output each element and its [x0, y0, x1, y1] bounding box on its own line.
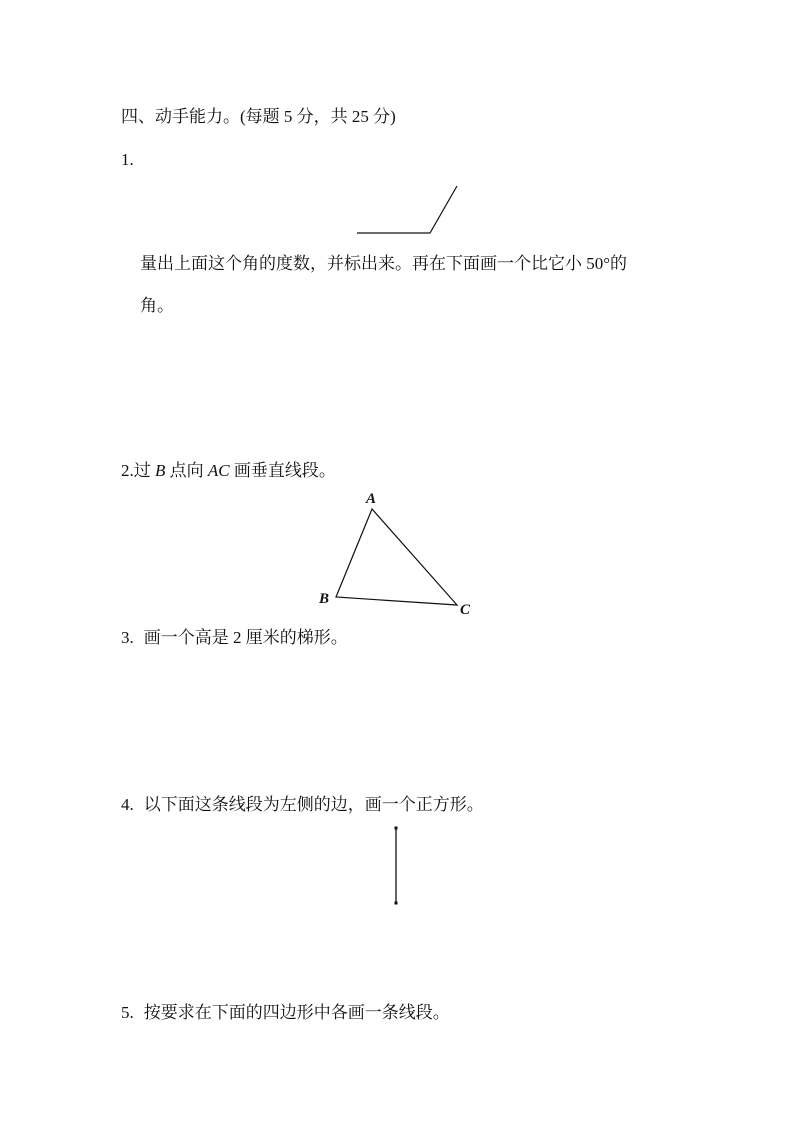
section-heading: 四、动手能力。(每题 5 分，共 25 分)	[121, 107, 396, 126]
question-2-number: 2.	[121, 461, 134, 480]
triangle-abc	[336, 509, 457, 605]
angle-lines	[357, 186, 457, 233]
question-3	[121, 628, 348, 648]
label-c: C	[460, 602, 471, 618]
segment-endpoint-top	[395, 827, 398, 830]
question-2-text-b: 点向	[165, 461, 208, 480]
label-b: B	[319, 591, 330, 607]
question-4-text: 以下面这条线段为左侧的边，画一个正方形。	[143, 795, 484, 814]
question-1-number: 1.	[121, 150, 134, 169]
question-4-number: 4.	[121, 795, 134, 814]
question-2-text-c: 画垂直线段。	[229, 461, 336, 480]
question-3-text: 画一个高是 2 厘米的梯形。	[143, 628, 348, 647]
question-5	[121, 1003, 450, 1023]
question-3-number: 3.	[121, 628, 134, 647]
question-1-line1: 量出上面这个角的度数，并标出来。再在下面画一个比它小 50°的	[140, 254, 628, 273]
question-1-line2: 角。	[140, 296, 174, 315]
question-5-text: 按要求在下面的四边形中各画一条线段。	[143, 1003, 450, 1022]
segment-ac-ref: AC	[207, 461, 230, 480]
question-2-text-a: 过	[133, 461, 155, 480]
label-a: A	[366, 491, 377, 507]
question-2	[121, 461, 336, 481]
point-b-ref: B	[155, 461, 166, 480]
question-4	[121, 795, 484, 815]
question-5-number: 5.	[121, 1003, 134, 1022]
segment-endpoint-bottom	[395, 902, 398, 905]
